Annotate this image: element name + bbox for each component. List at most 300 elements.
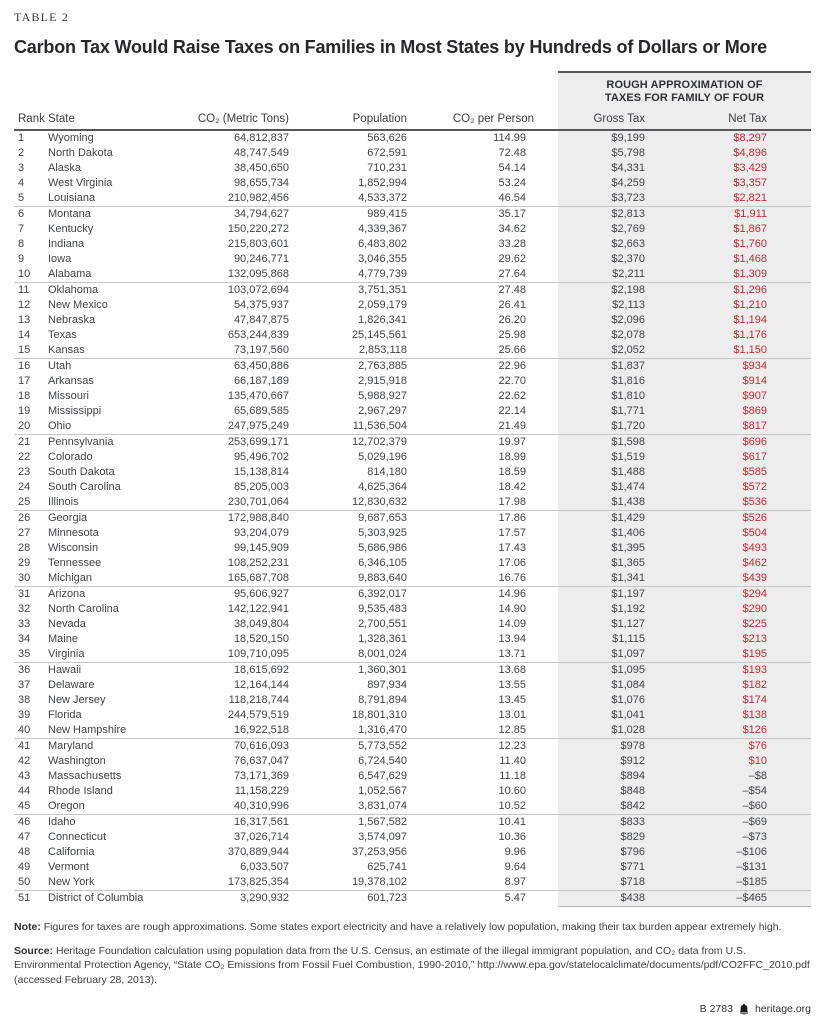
cell-state: Mississippi: [48, 405, 102, 417]
table-row: [14, 480, 811, 495]
note-label: Note:: [14, 921, 41, 933]
column-header-row: [14, 108, 811, 130]
cell-state: California: [48, 846, 95, 858]
cell-population: 37,253,956: [351, 846, 407, 858]
cell-gross-tax: $1,076: [558, 693, 650, 708]
cell-population: 12,830,632: [292, 495, 410, 511]
cell-gross-tax: $2,211: [558, 267, 650, 283]
cell-gross-tax: $894: [558, 769, 650, 784]
cell-per-person: 13.45: [498, 694, 526, 706]
cell-population: 1,852,994: [358, 177, 407, 189]
table-row: [14, 130, 811, 146]
cell-co2: 66,187,189: [233, 375, 289, 387]
cell-population: 9,535,483: [358, 603, 407, 615]
table-row: [14, 465, 811, 480]
cell-co2: 142,122,941: [227, 603, 289, 615]
cell-population: 4,339,367: [358, 223, 407, 235]
cell-state: Ohio: [47, 419, 192, 435]
cell-net-tax: –$106: [650, 845, 811, 860]
table-row: [14, 313, 811, 328]
table-row: [14, 678, 811, 693]
cell-population: 6,483,802: [358, 238, 407, 250]
cell-state: Alabama: [47, 267, 192, 283]
cell-per-person: 9.64: [504, 861, 526, 873]
cell-rank: 21: [18, 436, 31, 448]
cell-population: 563,626: [367, 132, 407, 144]
cell-gross-tax: $1,365: [558, 556, 650, 571]
cell-per-person: 22.70: [498, 375, 526, 387]
cell-per-person: 10.52: [410, 799, 558, 815]
cell-co2: 118,218,744: [228, 694, 289, 706]
cell-per-person: 18.42: [498, 481, 526, 493]
cell-net-tax: $10: [650, 754, 811, 769]
cell-gross-tax: $9,199: [558, 130, 650, 146]
approx-header-line2: TAXES FOR FAMILY OF FOUR: [604, 92, 765, 104]
cell-per-person: 27.64: [410, 267, 558, 283]
col-header-rank: Rank: [14, 108, 47, 130]
cell-co2: 64,812,837: [233, 132, 289, 144]
cell-population: 5,303,925: [358, 527, 407, 539]
cell-co2: 11,158,229: [234, 785, 289, 797]
cell-population: 6,547,629: [358, 770, 407, 782]
cell-gross-tax: $4,331: [558, 161, 650, 176]
cell-state: West Virginia: [48, 177, 113, 189]
cell-co2: 73,171,369: [233, 770, 289, 782]
cell-per-person: 33.28: [498, 238, 526, 250]
cell-per-person: 72.48: [498, 147, 526, 159]
cell-net-tax: $1,150: [650, 343, 811, 359]
cell-gross-tax: $718: [558, 875, 650, 891]
table-row: [14, 252, 811, 267]
cell-gross-tax: $2,769: [558, 222, 650, 237]
cell-co2: 47,847,875: [233, 314, 289, 326]
cell-population: 5,988,927: [358, 390, 407, 402]
cell-rank: 35: [14, 647, 47, 663]
cell-per-person: 12.23: [498, 740, 526, 752]
cell-per-person: 35.17: [498, 208, 526, 220]
cell-co2: 215,803,601: [227, 238, 289, 250]
table-row: [14, 632, 811, 647]
cell-co2: 16,922,518: [192, 723, 292, 739]
cell-gross-tax: $1,084: [558, 678, 650, 693]
cell-gross-tax: $2,052: [558, 343, 650, 359]
cell-rank: 37: [18, 679, 31, 691]
cell-co2: 12,164,144: [233, 679, 289, 691]
source-text: Source: Heritage Foundation calculation using population data from the U.S. Census, an estimate of the illegal immigrant population, and CO₂ data from U.S. Environmental Protection Agency, “State CO₂ Emissions from Fossil Fuel Combustion, 1990-2010,” http://www.epa.gov/statelocalclimate/documents/pdf/CO2FFC_2010.pdf (accessed February 28, 2013).: [14, 944, 810, 986]
cell-net-tax: –$60: [650, 799, 811, 815]
table-row: [14, 769, 811, 784]
cell-state: Idaho: [48, 816, 76, 828]
cell-population: 11,536,504: [292, 419, 410, 435]
cell-gross-tax: $1,028: [558, 723, 650, 739]
table-row: [14, 815, 811, 831]
cell-net-tax: $585: [650, 465, 811, 480]
cell-net-tax: $225: [650, 617, 811, 632]
cell-co2: 653,244,839: [227, 329, 289, 341]
cell-state: Michigan: [47, 571, 192, 587]
cell-net-tax: $138: [650, 708, 811, 723]
cell-co2: 73,197,560: [192, 343, 292, 359]
cell-co2: 165,687,708: [192, 571, 292, 587]
cell-net-tax: –$8: [650, 769, 811, 784]
cell-per-person: 18.99: [498, 451, 526, 463]
cell-co2: 99,145,909: [233, 542, 289, 554]
cell-co2: 244,579,519: [227, 709, 289, 721]
cell-state: New Jersey: [48, 694, 106, 706]
table-row: [14, 343, 811, 359]
table-number-label: TABLE 2: [14, 10, 70, 24]
cell-state: Kentucky: [48, 223, 94, 235]
cell-gross-tax: $4,259: [558, 176, 650, 191]
cell-state: Maine: [48, 633, 78, 645]
cell-gross-tax: $1,192: [558, 602, 650, 617]
cell-population: 1,316,470: [292, 723, 410, 739]
cell-per-person: 5.47: [504, 892, 526, 905]
source-label: Source:: [14, 944, 54, 957]
cell-rank: 9: [18, 253, 25, 265]
cell-co2: 108,252,231: [227, 557, 289, 569]
document-id: B 2783: [699, 1003, 733, 1015]
cell-population: 1,567,582: [358, 816, 407, 828]
cell-state: Minnesota: [48, 527, 99, 539]
cell-state: Connecticut: [48, 831, 107, 843]
cell-gross-tax: $1,395: [558, 541, 650, 556]
cell-rank: 14: [18, 329, 31, 341]
cell-net-tax: $493: [650, 541, 811, 556]
cell-population: 6,346,105: [358, 557, 407, 569]
cell-gross-tax: $1,771: [558, 404, 650, 419]
table-row: [14, 298, 811, 313]
table-row: [14, 541, 811, 556]
cell-population: 6,392,017: [358, 588, 407, 600]
cell-rank: 17: [18, 375, 31, 387]
cell-co2: 65,689,585: [233, 405, 289, 417]
cell-rank: 6: [18, 208, 25, 220]
cell-net-tax: $817: [650, 419, 811, 435]
cell-population: 4,533,372: [292, 191, 410, 207]
cell-net-tax: $126: [650, 723, 811, 739]
cell-per-person: 8.97: [410, 875, 558, 891]
cell-state: Oklahoma: [48, 284, 99, 296]
cell-gross-tax: $2,198: [558, 283, 650, 299]
cell-co2: 253,699,171: [227, 436, 289, 448]
cell-co2: 38,049,804: [233, 618, 289, 630]
table-row: [14, 663, 811, 679]
cell-population: 1,328,361: [358, 633, 407, 645]
cell-state: North Carolina: [48, 603, 119, 615]
cell-rank: 1: [18, 132, 25, 144]
cell-state: Oregon: [47, 799, 192, 815]
table-header: [14, 72, 811, 130]
cell-gross-tax: $1,816: [558, 374, 650, 389]
approx-header-line1: ROUGH APPROXIMATION OF: [606, 79, 763, 91]
cell-rank: 23: [18, 466, 31, 478]
cell-per-person: 14.90: [498, 603, 526, 615]
cell-co2: 34,794,627: [233, 208, 289, 220]
cell-state: Iowa: [48, 253, 72, 265]
cell-state: Washington: [48, 755, 106, 767]
cell-per-person: 13.71: [410, 647, 558, 663]
cell-gross-tax: $2,813: [558, 207, 650, 223]
cell-net-tax: $213: [650, 632, 811, 647]
table-row: [14, 283, 811, 299]
table-row: [14, 799, 811, 815]
cell-net-tax: $869: [650, 404, 811, 419]
cell-state: Nevada: [48, 618, 86, 630]
cell-state: Alaska: [48, 162, 82, 174]
cell-net-tax: $2,821: [650, 191, 811, 207]
cell-co2: 76,637,047: [233, 755, 289, 767]
cell-co2: 210,982,456: [192, 191, 292, 207]
cell-net-tax: $294: [650, 587, 811, 603]
cell-net-tax: $572: [650, 480, 811, 495]
cell-per-person: 25.98: [498, 329, 526, 341]
cell-population: 4,779,739: [292, 267, 410, 283]
cell-co2: 150,220,272: [227, 223, 289, 235]
cell-gross-tax: $3,723: [558, 191, 650, 207]
cell-co2: 18,520,150: [233, 633, 289, 645]
table-body: [14, 130, 811, 907]
cell-rank: 10: [14, 267, 47, 283]
cell-per-person: 34.62: [498, 223, 526, 235]
cell-net-tax: $193: [650, 663, 811, 679]
table-row: [14, 571, 811, 587]
cell-per-person: 27.48: [498, 284, 526, 296]
cell-rank: 3: [18, 162, 25, 174]
cell-net-tax: $1,911: [650, 207, 811, 223]
table-row: [14, 237, 811, 252]
approx-header-row: [14, 72, 811, 108]
cell-rank: 22: [18, 451, 31, 463]
cell-rank: 25: [14, 495, 47, 511]
cell-rank: 45: [14, 799, 47, 815]
cell-per-person: 17.57: [498, 527, 526, 539]
cell-gross-tax: $2,113: [558, 298, 650, 313]
table-row: [14, 617, 811, 632]
table-row: [14, 267, 811, 283]
cell-rank: 41: [18, 740, 31, 752]
liberty-bell-icon: [738, 1003, 750, 1015]
approx-header-cell: [558, 72, 811, 108]
cell-gross-tax: $1,095: [558, 663, 650, 679]
cell-per-person: 17.86: [498, 512, 526, 524]
cell-state: Massachusetts: [48, 770, 122, 782]
cell-rank: 11: [18, 284, 30, 296]
cell-net-tax: $1,210: [650, 298, 811, 313]
cell-population: 625,741: [367, 861, 407, 873]
cell-net-tax: $1,194: [650, 313, 811, 328]
cell-population: 3,574,097: [358, 831, 407, 843]
cell-gross-tax: $833: [558, 815, 650, 831]
cell-state: Indiana: [48, 238, 85, 250]
cell-state: Pennsylvania: [48, 436, 114, 448]
cell-rank: 40: [14, 723, 47, 739]
cell-state: Missouri: [48, 390, 89, 402]
cell-population: 4,625,364: [358, 481, 407, 493]
cell-population: 6,724,540: [358, 755, 407, 767]
cell-per-person: 22.96: [498, 360, 526, 372]
table-row: [14, 845, 811, 860]
cell-rank: 15: [14, 343, 47, 359]
cell-state: Georgia: [48, 512, 88, 524]
cell-population: 9,883,640: [292, 571, 410, 587]
table-row: [14, 647, 811, 663]
table-row: [14, 389, 811, 404]
cell-gross-tax: $848: [558, 784, 650, 799]
cell-gross-tax: $829: [558, 830, 650, 845]
cell-net-tax: $526: [650, 511, 811, 527]
cell-gross-tax: $2,078: [558, 328, 650, 343]
table-row: [14, 404, 811, 419]
cell-net-tax: $1,296: [650, 283, 811, 299]
cell-rank: 18: [18, 390, 31, 402]
cell-state: Texas: [48, 329, 77, 341]
cell-population: 5,029,196: [358, 451, 407, 463]
cell-rank: 32: [18, 603, 31, 615]
cell-gross-tax: $1,519: [558, 450, 650, 465]
cell-co2: 48,747,549: [233, 147, 289, 159]
cell-net-tax: $4,896: [650, 146, 811, 161]
cell-rank: 19: [18, 405, 31, 417]
cell-net-tax: $1,867: [650, 222, 811, 237]
cell-gross-tax: $1,115: [558, 632, 650, 647]
cell-gross-tax: $1,837: [558, 359, 650, 375]
cell-rank: 29: [18, 557, 31, 569]
table-row: [14, 754, 811, 769]
cell-co2: 40,310,996: [192, 799, 292, 815]
cell-rank: 51: [18, 892, 31, 905]
cell-co2: 173,825,354: [192, 875, 292, 891]
cell-per-person: 114.99: [493, 132, 526, 144]
cell-per-person: 18.59: [498, 466, 526, 478]
cell-population: 8,791,894: [358, 694, 407, 706]
table-row: [14, 146, 811, 161]
cell-per-person: 17.06: [498, 557, 526, 569]
cell-co2: 172,988,840: [227, 512, 289, 524]
cell-state: New York: [47, 875, 192, 891]
cell-co2: 230,701,064: [192, 495, 292, 511]
cell-net-tax: $3,429: [650, 161, 811, 176]
cell-state: South Dakota: [48, 466, 115, 478]
cell-per-person: 26.20: [498, 314, 526, 326]
cell-state: South Carolina: [48, 481, 121, 493]
cell-net-tax: $462: [650, 556, 811, 571]
cell-co2: 109,710,095: [192, 647, 292, 663]
cell-state: Florida: [48, 709, 82, 721]
note-text: Note: Figures for taxes are rough approximations. Some states export electricity and have a relatively low population, making their tax burden appear extremely high.: [14, 921, 782, 933]
table-row: [14, 450, 811, 465]
cell-per-person: 10.41: [498, 816, 526, 828]
cell-rank: 50: [14, 875, 47, 891]
col-header-co2: CO₂ (Metric Tons): [192, 108, 292, 130]
cell-gross-tax: $1,197: [558, 587, 650, 603]
cell-rank: 26: [18, 512, 31, 524]
cell-gross-tax: $1,341: [558, 571, 650, 587]
cell-net-tax: $182: [650, 678, 811, 693]
cell-net-tax: $504: [650, 526, 811, 541]
table-row: [14, 723, 811, 739]
carbon-tax-table: [14, 71, 811, 907]
table-row: [14, 526, 811, 541]
cell-net-tax: $934: [650, 359, 811, 375]
cell-per-person: 14.09: [498, 618, 526, 630]
cell-net-tax: $3,357: [650, 176, 811, 191]
cell-population: 897,934: [367, 679, 407, 691]
cell-per-person: 10.36: [498, 831, 526, 843]
cell-gross-tax: $1,438: [558, 495, 650, 511]
table-row: [14, 556, 811, 571]
cell-co2: 38,450,650: [233, 162, 289, 174]
cell-per-person: 10.60: [498, 785, 526, 797]
table-row: [14, 176, 811, 191]
site-name: heritage.org: [754, 1003, 811, 1015]
cell-gross-tax: $912: [558, 754, 650, 769]
col-header-state: State: [47, 108, 192, 130]
cell-co2: 6,033,507: [240, 861, 289, 873]
cell-per-person: 13.94: [498, 633, 526, 645]
cell-gross-tax: $1,720: [558, 419, 650, 435]
col-header-gross-tax: Gross Tax: [558, 108, 650, 130]
cell-net-tax: –$69: [650, 815, 811, 831]
cell-net-tax: –$185: [650, 875, 811, 891]
cell-population: 601,723: [367, 892, 407, 905]
cell-gross-tax: $978: [558, 739, 650, 755]
cell-net-tax: $439: [650, 571, 811, 587]
cell-state: Kansas: [47, 343, 192, 359]
cell-per-person: 22.14: [498, 405, 526, 417]
cell-co2: 135,470,667: [227, 390, 289, 402]
cell-gross-tax: $2,370: [558, 252, 650, 267]
cell-population: 1,826,341: [358, 314, 407, 326]
header-spacer: [14, 72, 558, 108]
cell-population: 2,700,551: [358, 618, 407, 630]
table-row: [14, 891, 811, 907]
cell-gross-tax: $842: [558, 799, 650, 815]
cell-rank: 28: [18, 542, 31, 554]
cell-state: Rhode Island: [48, 785, 113, 797]
cell-population: 2,059,179: [358, 299, 407, 311]
cell-gross-tax: $1,474: [558, 480, 650, 495]
cell-rank: 30: [14, 571, 47, 587]
cell-net-tax: $174: [650, 693, 811, 708]
cell-population: 3,751,351: [358, 284, 407, 296]
cell-per-person: 11.18: [499, 770, 526, 782]
col-header-co2-per-person: CO₂ per Person: [410, 108, 558, 130]
cell-population: 3,831,074: [292, 799, 410, 815]
cell-co2: 63,450,886: [233, 360, 289, 372]
cell-co2: 98,655,734: [233, 177, 289, 189]
cell-rank: 24: [18, 481, 31, 493]
cell-state: Arizona: [48, 588, 86, 600]
cell-co2: 3,290,932: [240, 892, 289, 905]
cell-rank: 49: [18, 861, 31, 873]
cell-rank: 16: [18, 360, 31, 372]
cell-rank: 46: [18, 816, 31, 828]
footnotes: [14, 920, 811, 987]
cell-population: 5,686,986: [358, 542, 407, 554]
cell-state: Louisiana: [47, 191, 192, 207]
table-row: [14, 875, 811, 891]
cell-net-tax: $290: [650, 602, 811, 617]
cell-state: Wisconsin: [48, 542, 99, 554]
cell-per-person: 17.98: [410, 495, 558, 511]
cell-gross-tax: $1,127: [558, 617, 650, 632]
page-title: Carbon Tax Would Raise Taxes on Families in Most States by Hundreds of Dollars or More: [14, 37, 767, 57]
cell-population: 2,915,918: [358, 375, 407, 387]
cell-population: 8,001,024: [292, 647, 410, 663]
cell-rank: 39: [18, 709, 31, 721]
cell-rank: 5: [14, 191, 47, 207]
